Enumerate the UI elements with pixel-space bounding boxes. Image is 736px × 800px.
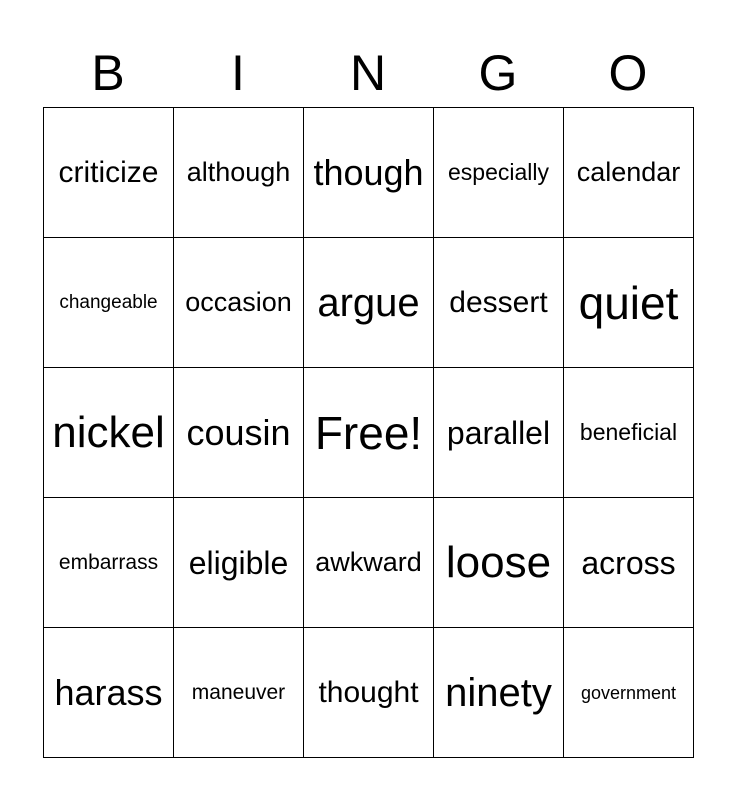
header-letter-g: G — [478, 45, 518, 101]
bingo-cell[interactable]: changeable — [44, 238, 174, 368]
bingo-cell[interactable]: maneuver — [174, 628, 304, 758]
bingo-cell[interactable]: across — [564, 498, 694, 628]
bingo-cell[interactable]: calendar — [564, 108, 694, 238]
bingo-cell[interactable]: dessert — [434, 238, 564, 368]
bingo-cell[interactable]: embarrass — [44, 498, 174, 628]
header-letter-b: B — [91, 45, 125, 101]
bingo-cell[interactable]: quiet — [564, 238, 694, 368]
bingo-cell[interactable]: government — [564, 628, 694, 758]
bingo-cell[interactable]: although — [174, 108, 304, 238]
bingo-cell[interactable]: nickel — [44, 368, 174, 498]
bingo-cell[interactable]: eligible — [174, 498, 304, 628]
bingo-cell[interactable]: occasion — [174, 238, 304, 368]
header-letter-i: I — [231, 45, 245, 101]
header-letter-n: N — [349, 45, 387, 101]
bingo-cell[interactable]: beneficial — [564, 368, 694, 498]
bingo-free-space[interactable]: Free! — [304, 368, 434, 498]
bingo-cell[interactable]: loose — [434, 498, 564, 628]
bingo-cell[interactable]: thought — [304, 628, 434, 758]
bingo-cell[interactable]: cousin — [174, 368, 304, 498]
bingo-cell[interactable]: parallel — [434, 368, 564, 498]
bingo-cell[interactable]: especially — [434, 108, 564, 238]
header-letter-o: O — [608, 45, 648, 101]
bingo-header — [43, 40, 693, 106]
bingo-cell[interactable]: though — [304, 108, 434, 238]
bingo-cell[interactable]: criticize — [44, 108, 174, 238]
bingo-cell[interactable]: harass — [44, 628, 174, 758]
bingo-cell[interactable]: awkward — [304, 498, 434, 628]
bingo-board — [43, 107, 694, 758]
bingo-cell[interactable]: argue — [304, 238, 434, 368]
bingo-cell[interactable]: ninety — [434, 628, 564, 758]
